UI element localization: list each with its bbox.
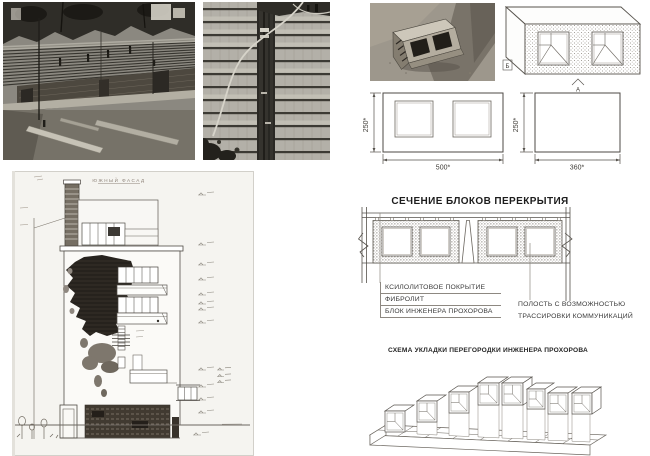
elevation-base-brick-band	[85, 405, 170, 438]
elevation-small-window	[118, 357, 125, 368]
axon-label-b: Б	[505, 64, 510, 70]
dim-side-width: 360*	[569, 164, 585, 172]
section-callouts	[380, 282, 501, 318]
block-axonometric-drawing	[500, 0, 650, 92]
block-front-dimension-drawing	[363, 84, 513, 172]
callout-block-prohorova: БЛОК ИНЖЕНЕРА ПРОХОРОВА	[381, 306, 501, 318]
construction-site-photo	[3, 2, 195, 160]
axon-label-a: А	[575, 87, 581, 92]
elevation-annex-window	[176, 385, 200, 401]
section-blocks	[373, 221, 562, 264]
building-elevation-drawing	[12, 171, 254, 456]
block-side-dimension-drawing	[513, 84, 643, 172]
break-line-right	[562, 233, 572, 257]
cavity-line-1: ПОЛОСТЬ С ВОЗМОЖНОСТЬЮ	[518, 301, 626, 308]
floor-blocks-photo	[203, 2, 330, 160]
block-on-ground-photo	[370, 3, 495, 81]
dim-side-height: 250*	[513, 117, 520, 133]
callout-fibrolit: ФИБРОЛИТ	[381, 294, 501, 306]
dim-front-height: 250*	[363, 117, 370, 133]
section-title: СЕЧЕНИЕ БЛОКОВ ПЕРЕКРЫТИЯ	[391, 196, 569, 207]
cavity-callout	[518, 299, 633, 322]
elevation-entrance-door	[60, 405, 77, 438]
elevation-right-pier	[172, 417, 179, 438]
dim-front-width: 500*	[435, 164, 451, 172]
callout-ksilolit: КСИЛОЛИТОВОЕ ПОКРЫТИЕ	[381, 282, 501, 294]
photo-beam-channel	[257, 2, 275, 160]
elevation-balcony-1	[117, 285, 167, 295]
scheme-title: СХЕМА УКЛАДКИ ПЕРЕГОРОДКИ ИНЖЕНЕРА ПРОХОРОВА	[388, 347, 588, 354]
elevation-balcony-2	[117, 313, 167, 324]
section-cavity-wedge	[462, 221, 474, 264]
elevation-window-band-1	[118, 267, 158, 283]
cavity-line-2: ТРАССИРОВКИ КОММУНИКАЦИЙ	[518, 312, 633, 320]
partition-laying-scheme-drawing	[365, 362, 650, 456]
elevation-cornice	[60, 246, 183, 251]
elevation-title: ЮЖНЫЙ ФАСАД	[92, 178, 146, 183]
elevation-window-band-2	[118, 297, 158, 313]
